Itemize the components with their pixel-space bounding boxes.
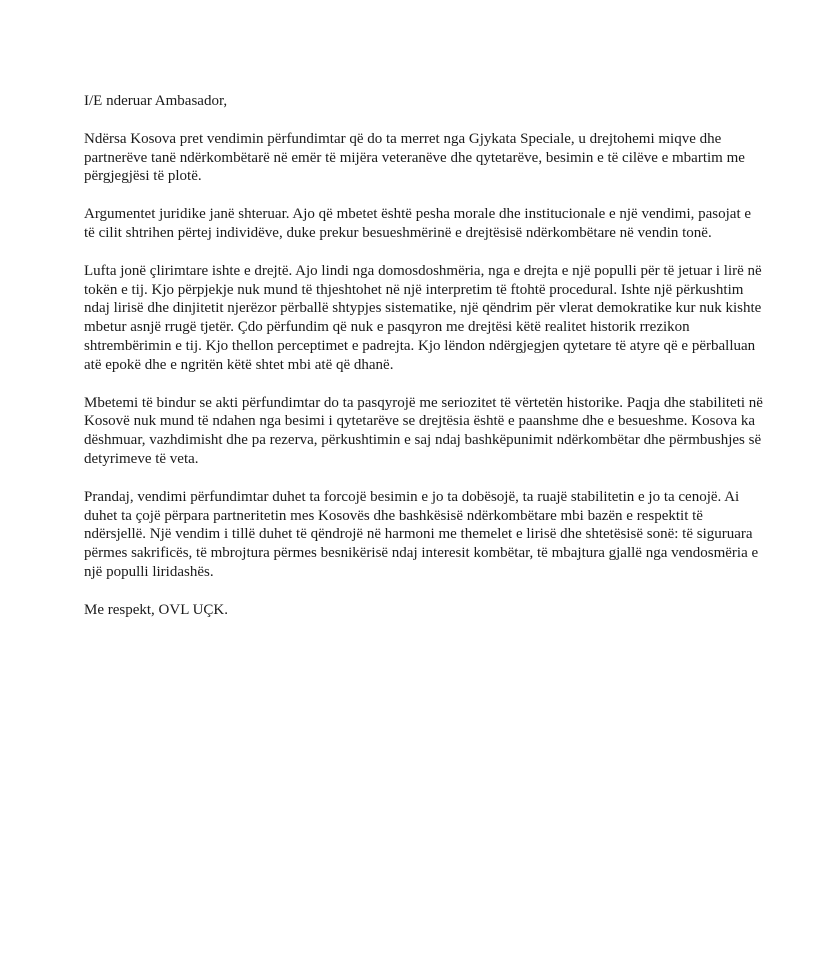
letter-document bbox=[84, 92, 764, 620]
paragraph-4: Mbetemi të bindur se akti përfundimtar do ta pasqyrojë me seriozitet të vërtetën historike. Paqja dhe stabiliteti në Kosovë nuk mund të ndahen nga besimi i qytetarëve se drejtësia është e paanshme dhe e besueshme. Kosova ka dëshmuar, vazhdimisht dhe pa rezerva, përkushtimin e saj ndaj bashkëpunimit ndërkombëtar dhe përmbushjes së detyrimeve të veta. bbox=[84, 394, 763, 467]
paragraph-2: Argumentet juridike janë shteruar. Ajo që mbetet është pesha morale dhe institucionale e një vendimi, pasojat e të cilit shtrihen përtej individëve, duke prekur besueshmërinë e drejtësisë ndërkombëtare në vendin tonë. bbox=[84, 206, 752, 241]
paragraph-1: Ndërsa Kosova pret vendimin përfundimtar që do ta merret nga Gjykata Speciale, u drejtohemi miqve dhe partnerëve tanë ndërkombëtarë në emër të mijëra veteranëve dhe qytetarëve, besimin e të cilëve e mbartim me përgjegjësi të plotë. bbox=[84, 130, 745, 185]
letter-signoff: Me respekt, OVL UÇK. bbox=[84, 601, 229, 618]
letter-salutation: I/E nderuar Ambasador, bbox=[84, 93, 228, 109]
paragraph-3: Lufta jonë çlirimtare ishte e drejtë. Ajo lindi nga domosdoshmëria, nga e drejta e një populli për të jetuar i lirë në tokën e tij. Kjo përpjekje nuk mund të thjeshtohet në një interpretim të ftohtë procedural. Ishte një përkushtim ndaj lirisë dhe dinjitetit njerëzor përballë shtypjes sistematike, një qëndrim për vlerat demokratike kur nuk kishte mbetur asnjë rrugë tjetër. Çdo përfundim që nuk e pasqyron me drejtësi këtë realitet historik rrezikon shtrembërimin e tij. Kjo thellon perceptimet e padrejta. Kjo lëndon ndërgjegjen qytetare të atyre që e përballuan atë epokë dhe e ngritën këtë shtet mbi atë që dhanë. bbox=[84, 262, 762, 373]
paragraph-5: Prandaj, vendimi përfundimtar duhet ta forcojë besimin e jo ta dobësojë, ta ruajë stabilitetin e jo ta cenojë. Ai duhet ta çojë përpara partneritetin mes Kosovës dhe bashkësisë ndërkombëtare mbi bazën e respektit të ndërsjellë. Një vendim i tillë duhet të qëndrojë në harmoni me themelet e lirisë dhe shtetësisë sonë: të siguruara përmes sakrificës, të mbrojtura përmes besnikërisë ndaj interesit kombëtar, të mbajtura gjallë nga vendosmëria e një populli liridashës. bbox=[84, 488, 759, 580]
